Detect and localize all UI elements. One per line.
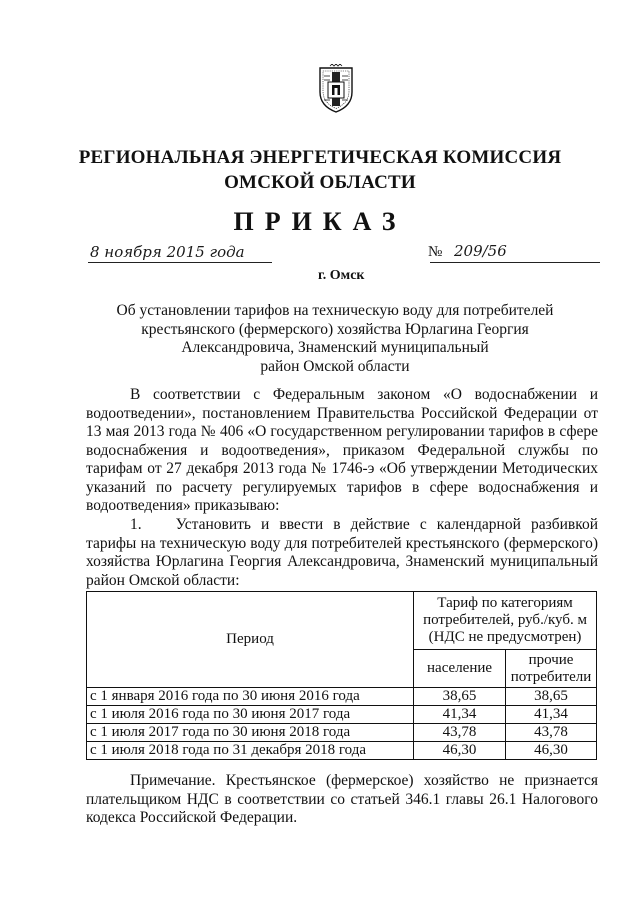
other-tariff-cell: 38,65 xyxy=(506,688,597,706)
period-cell: с 1 июля 2016 года по 30 июня 2017 года xyxy=(87,706,414,724)
population-column-header: население xyxy=(414,650,506,688)
other-tariff-cell: 43,78 xyxy=(506,724,597,742)
other-tariff-cell: 41,34 xyxy=(506,706,597,724)
period-column-header: Период xyxy=(87,592,414,688)
document-title: ПРИКАЗ xyxy=(233,207,407,236)
preamble-paragraph xyxy=(86,386,598,516)
note-paragraph xyxy=(86,772,598,828)
organization-name-line1: РЕГИОНАЛЬНАЯ ЭНЕРГЕТИЧЕСКАЯ КОМИССИЯ xyxy=(78,147,562,168)
subject-line: крестьянского (фермерского) хозяйства Юрлагина Георгия xyxy=(141,320,529,338)
other-tariff-cell: 46,30 xyxy=(506,742,597,760)
period-cell: с 1 июля 2017 года по 30 июня 2018 года xyxy=(87,724,414,742)
subject-line: район Омской области xyxy=(260,357,410,375)
table-row xyxy=(87,742,597,760)
period-cell: с 1 января 2016 года по 30 июня 2016 года xyxy=(87,688,414,706)
subject-line: Об установлении тарифов на техническую воду для потребителей xyxy=(116,302,554,319)
city: г. Омск xyxy=(318,268,365,283)
item-1-number: 1. xyxy=(130,516,142,533)
item-1-paragraph xyxy=(86,516,598,590)
subject-line: Александровича, Знаменский муниципальный xyxy=(181,339,489,356)
table-row xyxy=(87,724,597,742)
population-tariff-cell: 46,30 xyxy=(414,742,506,760)
document-subject xyxy=(100,302,570,376)
tariff-group-header: Тариф по категориям потребителей, руб./куб. м (НДС не предусмотрен) xyxy=(414,592,597,650)
note-text: Примечание. Крестьянское (фермерское) хозяйство не признается плательщиком НДС в соответствии со статьей 346.1 главы 26.1 Налогового кодекса Российской Федерации. xyxy=(86,772,598,826)
organization-name-line2: ОМСКОЙ ОБЛАСТИ xyxy=(224,172,416,193)
population-tariff-cell: 43,78 xyxy=(414,724,506,742)
handwritten-date: 8 ноября 2015 года xyxy=(90,243,245,261)
handwritten-number: 209/56 xyxy=(454,242,507,260)
date-underline xyxy=(88,262,272,263)
table-row xyxy=(87,706,597,724)
population-tariff-cell: 38,65 xyxy=(414,688,506,706)
population-tariff-cell: 41,34 xyxy=(414,706,506,724)
period-cell: с 1 июля 2018 года по 31 декабря 2018 года xyxy=(87,742,414,760)
table-row xyxy=(87,688,597,706)
coat-of-arms-emblem xyxy=(316,64,356,114)
tariff-table xyxy=(86,591,597,760)
item-1-text: Установить и ввести в действие с календарной разбивкой тарифы на техническую воду для потребителей крестьянского (фермерского) хозяйства Юрлагина Георгия Александровича, Знаменский муниципальный район Омской области: xyxy=(86,516,598,589)
number-sign: № xyxy=(428,244,443,260)
preamble-text: В соответствии с Федеральным законом «О водоснабжении и водоотведении», постановлением Правительства Российской Федерации от 13 мая 2013 года № 406 «О государственном регулировании тарифов в сфере водоснабжения и водоотведения», приказом Федеральной службы по тарифам от 27 декабря 2013 года № 1746-э «Об утверждении Методических указаний по расчету регулируемых тарифов в сфере водоснабжения и водоотведения» приказываю: xyxy=(86,386,598,514)
number-underline xyxy=(430,262,600,263)
other-consumers-column-header: прочие потребители xyxy=(506,650,597,688)
